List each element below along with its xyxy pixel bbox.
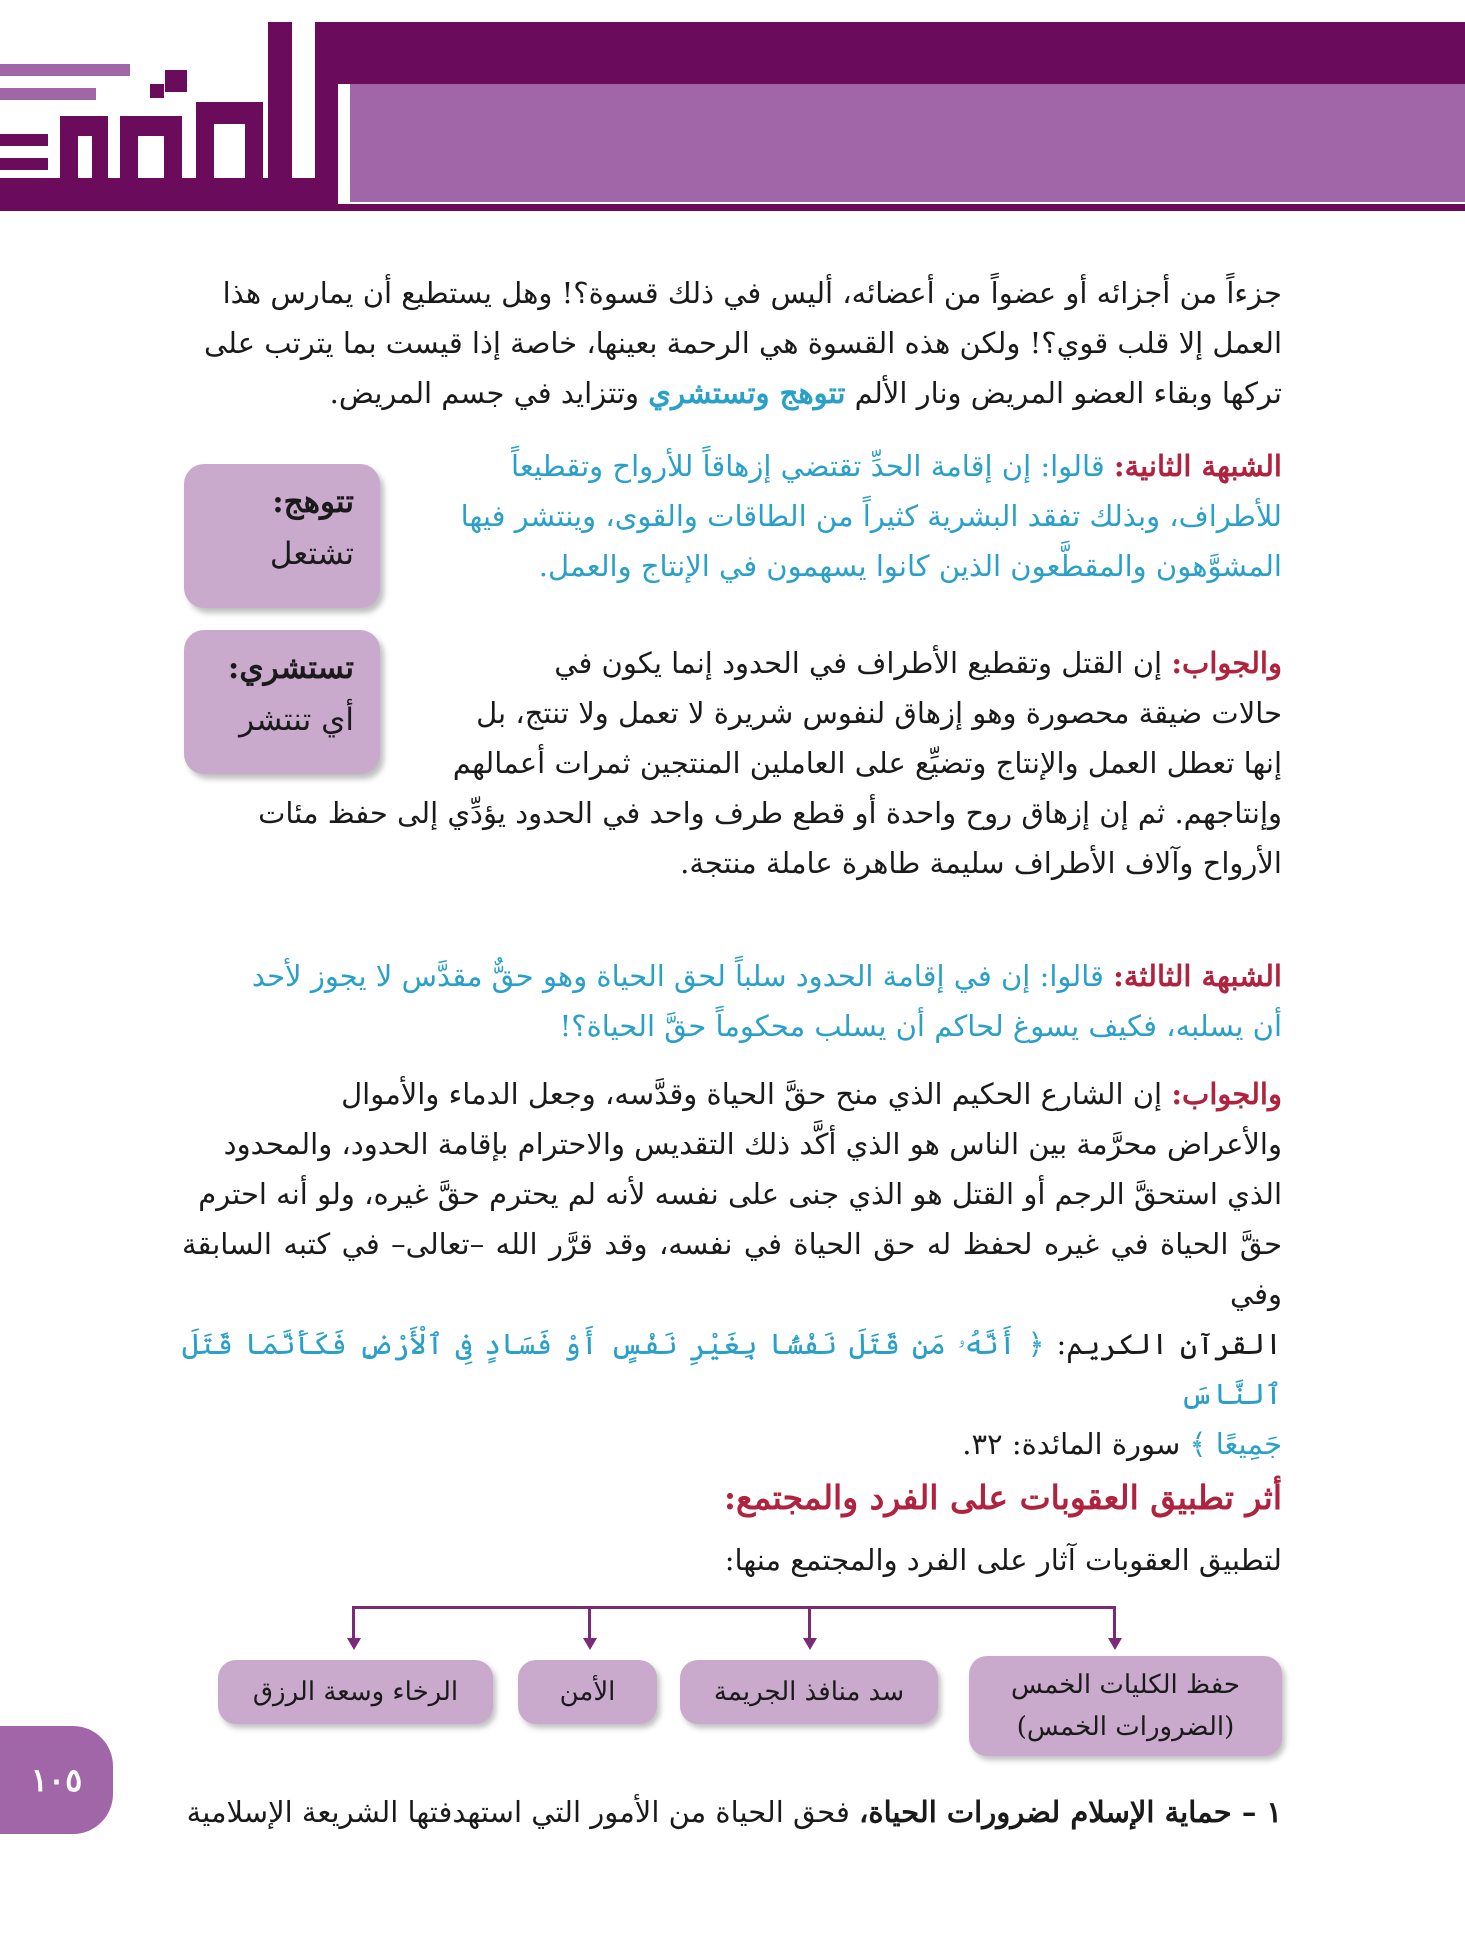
answer3-line-2: والأعراض محرَّمة بين الناس هو الذي أكَّد ذلك التقديس والاحترام بإقامة الحدود، والمحدود — [223, 1127, 1282, 1161]
bottom-line: ١ – حماية الإسلام لضرورات الحياة، فحق الحياة من الأمور التي استهدفتها الشريعة الإسلامية — [186, 1795, 1282, 1829]
arrow-down-icon — [1108, 1638, 1122, 1650]
answer3-line-4: حقَّ الحياة في غيره لحفظ له حق الحياة في نفسه، وقد قرَّر الله –تعالى– في كتبه السابقة وفي — [182, 1227, 1282, 1311]
tree-branch-2 — [808, 1606, 811, 1640]
answer2-line-2: حالات ضيقة محصورة وهو إزهاق لنفوس شريرة لا تعمل ولا تنتج، بل — [476, 696, 1282, 730]
para1-line-3: تركها وبقاء العضو المريض ونار الألم تتوهج وتستشري وتتزايد في جسم المريض. — [329, 376, 1282, 410]
answer3-label: والجواب: — [1171, 1077, 1282, 1111]
answer2-label: والجواب: — [1171, 646, 1282, 680]
doubt2-line-1: الشبهة الثانية: قالوا: إن إقامة الحدِّ تقتضي إزهاقاً للأرواح وتقطيعاً — [511, 449, 1282, 483]
logo-strokes — [0, 22, 338, 204]
answer2-line-1: والجواب: إن القتل وتقطيع الأطراف في الحدود إنما يكون في — [554, 646, 1282, 680]
doubt3-line-2: أن يسلبه، فكيف يسوغ لحاكم أن يسلب محكوماً حقَّ الحياة؟! — [559, 1009, 1282, 1043]
surah-reference: سورة المائدة: ٣٢. — [962, 1427, 1190, 1461]
answer2-line-4: وإنتاجهم. ثم إن إزهاق روح واحدة أو قطع طرف واحد في الحدود يؤدِّي إلى حفظ مئات — [258, 796, 1282, 830]
glossary-box-1 — [184, 464, 380, 608]
answer3-line-1: والجواب: إن الشارع الحكيم الذي منح حقَّ الحياة وقدَّسه، وجعل الدماء والأموال — [341, 1077, 1282, 1111]
glossary-def-1: تشتعل — [269, 536, 354, 572]
header-band — [350, 84, 1465, 202]
effect-node-1-line-1: حفظ الكليات الخمس — [1011, 1670, 1240, 1700]
effect-node-1-line-2: (الضرورات الخمس) — [1016, 1712, 1235, 1742]
tree-horizontal-line — [352, 1606, 1116, 1609]
section-intro: لتطبيق العقوبات آثار على الفرد والمجتمع منها: — [724, 1543, 1282, 1577]
para1-line-2: العمل إلا قلب قوي؟! ولكن هذه القسوة هي الرحمة بعينها، خاصة إذا قيست بما يترتب على — [203, 326, 1282, 360]
paragraph-1 — [182, 268, 1282, 418]
glossary-box-2 — [184, 630, 380, 774]
logo-fiqh — [0, 0, 338, 204]
bottom-bold: ١ – حماية الإسلام لضرورات الحياة، — [859, 1795, 1282, 1829]
answer3-line-5: القرآن الكريم: ﴿ أَنَّهُۥ مَن قَتَلَ نَفْسًۢا بِغَيْرِ نَفْسٍ أَوْ فَسَادٍ فِى ٱلْأَرْضِ فَكَأَنَّمَا قَتَلَ ٱلنَّاسَ — [182, 1327, 1282, 1411]
answer3-line-6 — [182, 1419, 1282, 1469]
para1-line-1: جزءاً من أجزائه أو عضواً من أعضائه، أليس في ذلك قسوة؟! وهل يستطيع أن يمارس هذا — [222, 276, 1282, 310]
quran-verse: ﴿ أَنَّهُۥ مَن قَتَلَ نَفْسًۢا بِغَيْرِ نَفْسٍ أَوْ فَسَادٍ فِى ٱلْأَرْضِ فَكَأَنَّمَا قَتَلَ ٱلنَّاسَ — [182, 1327, 1282, 1411]
header-divider — [0, 204, 1465, 211]
quran-verse-end: جَمِيعًا ﴾ — [1189, 1427, 1282, 1461]
answer-3 — [182, 1069, 1282, 1469]
effect-node-3: الأمن — [518, 1660, 657, 1724]
doubt3-line-1: الشبهة الثالثة: قالوا: إن في إقامة الحدود سلباً لحق الحياة وهو حقٌّ مقدَّس لا يجوز لأحد — [251, 959, 1282, 993]
effect-node-2: سد منافذ الجريمة — [680, 1660, 938, 1724]
answer-2 — [410, 638, 1282, 788]
answer-2-cont — [182, 788, 1282, 888]
tree-branch-4 — [352, 1606, 355, 1640]
answer3-line-3: الذي استحقَّ الرجم أو القتل هو الذي جنى على نفسه لأنه لم يحترم حقَّ غيره، ولو أنه احترم — [198, 1177, 1282, 1211]
header-top-bar — [336, 22, 1465, 84]
section-title: أثر تطبيق العقوبات على الفرد والمجتمع: — [723, 1478, 1282, 1517]
arrow-down-icon — [347, 1638, 361, 1650]
highlight-term: تتوهج وتستشري — [648, 376, 846, 410]
answer2-line-3: إنها تعطل العمل والإنتاج وتضيِّع على العاملين المنتجين ثمرات أعمالهم — [452, 746, 1282, 780]
tree-branch-1 — [1113, 1606, 1116, 1640]
doubt-2 — [410, 441, 1282, 591]
effect-node-1 — [969, 1656, 1282, 1756]
doubt-3 — [182, 951, 1282, 1051]
tree-branch-3 — [588, 1606, 591, 1640]
page-number: ١٠٥ — [0, 1726, 113, 1834]
doubt2-label: الشبهة الثانية: — [1113, 449, 1282, 483]
arrow-down-icon — [803, 1638, 817, 1650]
glossary-def-2: أي تنتشر — [239, 702, 354, 738]
glossary-term-2: تستشري: — [227, 650, 354, 686]
arrow-down-icon — [583, 1638, 597, 1650]
doubt2-line-2: للأطراف، وبذلك تفقد البشرية كثيراً من الطاقات والقوى، وينتشر فيها — [460, 499, 1282, 533]
glossary-term-1: تتوهج: — [272, 484, 354, 520]
doubt3-label: الشبهة الثالثة: — [1113, 959, 1282, 993]
effect-node-4: الرخاء وسعة الرزق — [218, 1660, 493, 1724]
doubt2-line-3: المشوَّهون والمقطَّعون الذين كانوا يسهمون في الإنتاج والعمل. — [538, 549, 1282, 583]
answer2-line-5: الأرواح وآلاف الأطراف سليمة طاهرة عاملة منتجة. — [680, 846, 1282, 880]
